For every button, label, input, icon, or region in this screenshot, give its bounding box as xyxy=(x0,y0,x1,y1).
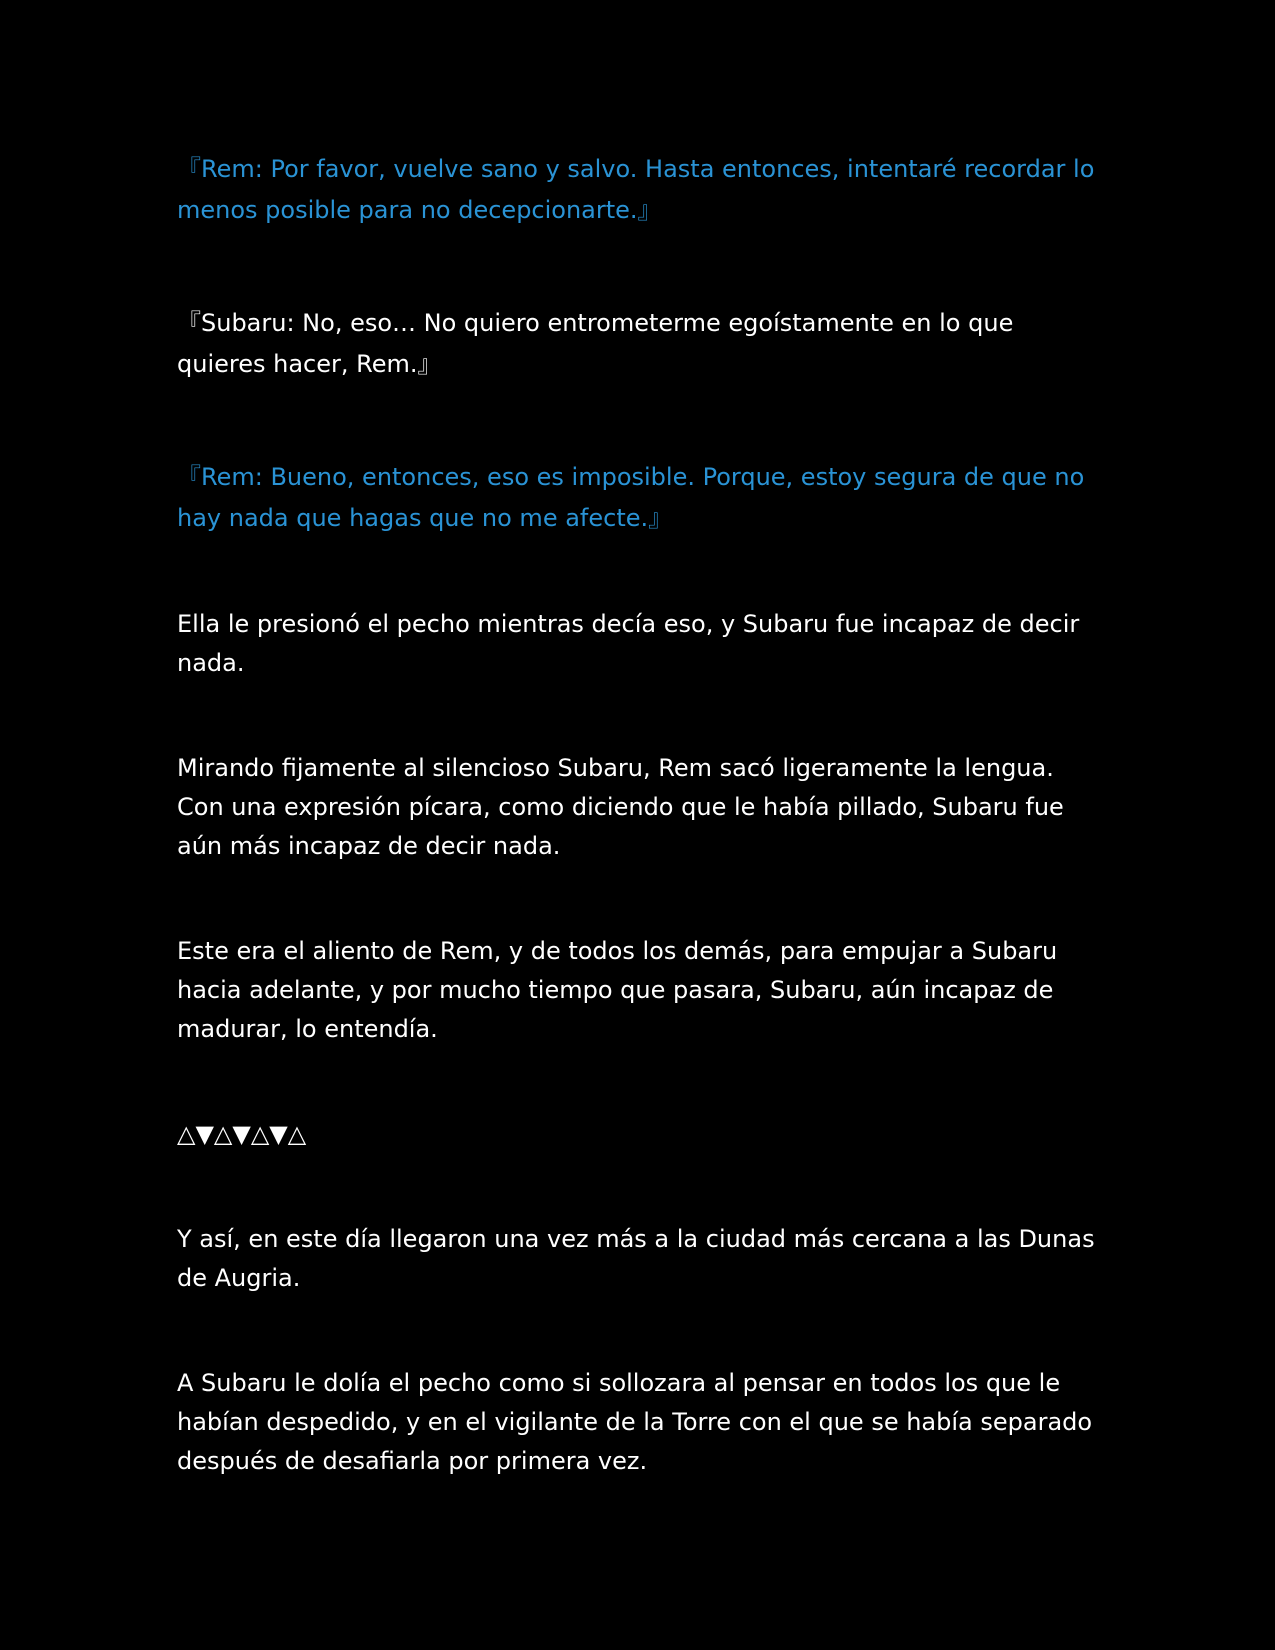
dialogue-rem-1: 『Rem: Por favor, vuelve sano y salvo. Hasta entonces, intentaré recordar lo menos posible para no decepcionarte.』 xyxy=(177,155,1095,224)
narration-paragraph-4: Y así, en este día llegaron una vez más a la ciudad más cercana a las Dunas de Augria. xyxy=(177,1225,1095,1292)
narration-paragraph-3: Este era el aliento de Rem, y de todos los demás, para empujar a Subaru hacia adelante, y por mucho tiempo que pasara, Subaru, aún incapaz de madurar, lo entendía. xyxy=(177,937,1058,1043)
narration-paragraph-5: A Subaru le dolía el pecho como si sollozara al pensar en todos los que le habían despedido, y en el vigilante de la Torre con el que se había separado después de desafiarla por primera vez. xyxy=(177,1369,1093,1475)
paragraph-gap xyxy=(177,231,1097,303)
dialogue-rem-2: 『Rem: Bueno, entonces, eso es imposible. Porque, estoy segura de que no hay nada que hagas que no me afecte.』 xyxy=(177,463,1085,532)
paragraph-gap xyxy=(177,1154,1097,1220)
dialogue-subaru-1: 『Subaru: No, eso… No quiero entrometerme egoístamente en lo que quieres hacer, Rem.』 xyxy=(177,309,1014,378)
paragraph-gap xyxy=(177,385,1097,457)
paragraph-gap xyxy=(177,1298,1097,1364)
narration-paragraph-1: Ella le presionó el pecho mientras decía eso, y Subaru fue incapaz de decir nada. xyxy=(177,610,1080,677)
paragraph-gap xyxy=(177,539,1097,605)
narration-paragraph-2: Mirando fijamente al silencioso Subaru, Rem sacó ligeramente la lengua. Con una expresión pícara, como diciendo que le había pillado, Subaru fue aún más incapaz de decir nada. xyxy=(177,754,1064,860)
paragraph-gap xyxy=(177,866,1097,932)
scene-separator: △▼△▼△▼△ xyxy=(177,1120,307,1148)
document-page xyxy=(177,149,1097,1481)
paragraph-gap xyxy=(177,683,1097,749)
paragraph-gap xyxy=(177,1049,1097,1115)
